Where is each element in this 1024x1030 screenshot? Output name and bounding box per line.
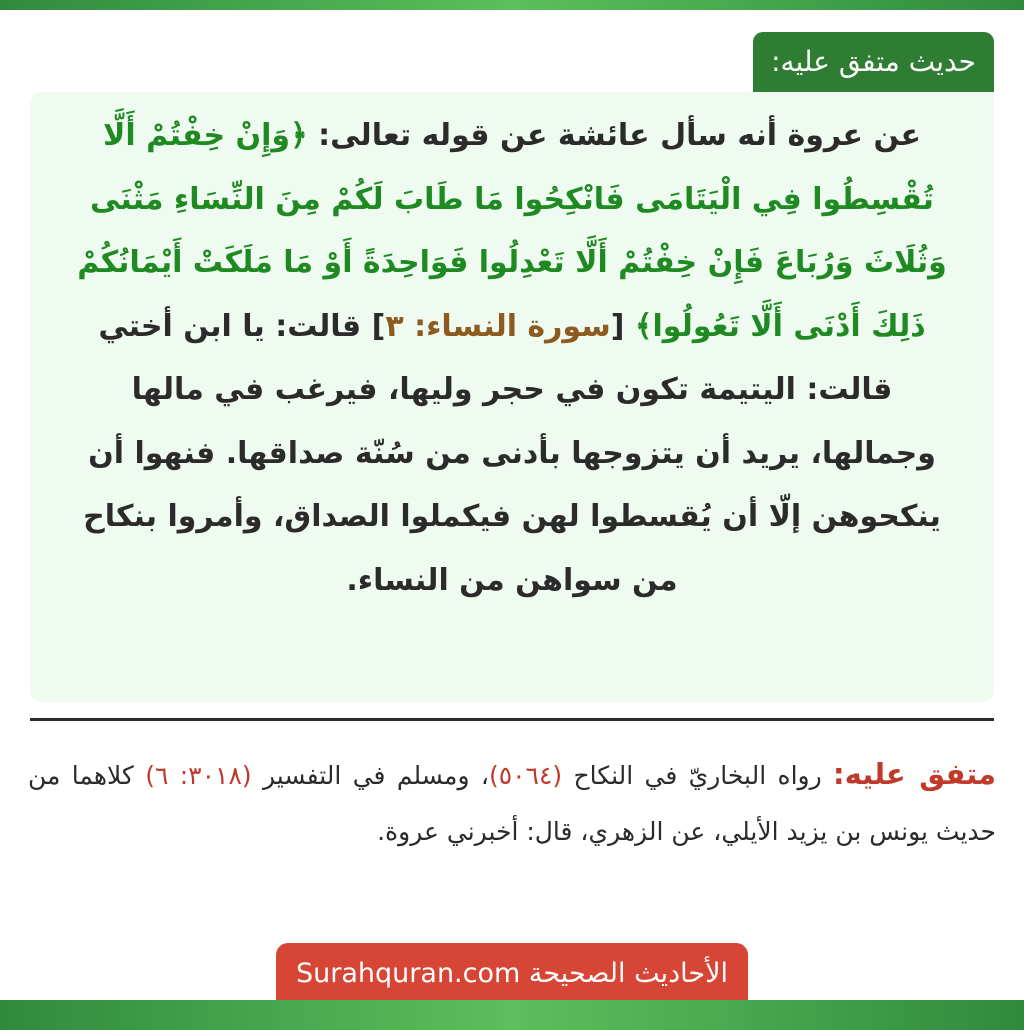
source-label: متفق عليه: <box>833 757 997 791</box>
source-text-3: كلاهما من حديث يونس بن يزيد الأيلي، عن الزهري، قال: أخبرني عروة. <box>28 761 996 846</box>
hadith-box <box>30 92 994 702</box>
muslim-ref-number: (٣٠١٨: ٦) <box>145 761 252 790</box>
hadith-text <box>64 104 960 612</box>
hadith-intro: عن عروة أنه سأل عائشة عن قوله تعالى: <box>307 118 921 153</box>
source-citation <box>28 746 996 860</box>
ref-bracket-open: [ <box>610 308 635 344</box>
bukhari-ref-number: (٥٠٦٤) <box>488 761 563 790</box>
surah-reference: سورة النساء: ٣ <box>385 308 611 344</box>
source-text-1: رواه البخاريّ في النكاح <box>562 761 834 790</box>
hadith-type-label: حديث متفق عليه: <box>753 32 994 92</box>
divider <box>30 718 994 721</box>
site-badge[interactable]: الأحاديث الصحيحة Surahquran.com <box>276 943 748 1005</box>
ref-bracket-close: ] <box>361 308 386 344</box>
quran-verse: ﴿وَإِنْ خِفْتُمْ أَلَّا تُقْسِطُوا فِي الْيَتَامَى فَانْكِحُوا مَا طَابَ لَكُمْ مِنَ النِّسَاءِ مَثْنَى وَثُلَاثَ وَرُبَاعَ فَإِنْ خِفْتُمْ أَلَّا تَعْدِلُوا فَوَاحِدَةً أَوْ مَا مَلَكَتْ أَيْمَانُكُمْ ذَلِكَ أَدْنَى أَلَّا تَعُولُوا﴾ <box>77 118 947 344</box>
bottom-accent-bar <box>0 1000 1024 1030</box>
source-text-2: ، ومسلم في التفسير <box>251 761 489 790</box>
hadith-body: قالت: يا ابن أختي قالت: اليتيمة تكون في حجر وليها، فيرغب في مالها وجمالها، يريد أن يتزوجها بأدنى من سُنّة صداقها. فنهوا أن ينكحوهن إلّا أن يُقسطوا لهن فيكملوا الصداق، وأمروا بنكاح من سواهن من النساء. <box>83 308 941 598</box>
top-accent-bar <box>0 0 1024 10</box>
